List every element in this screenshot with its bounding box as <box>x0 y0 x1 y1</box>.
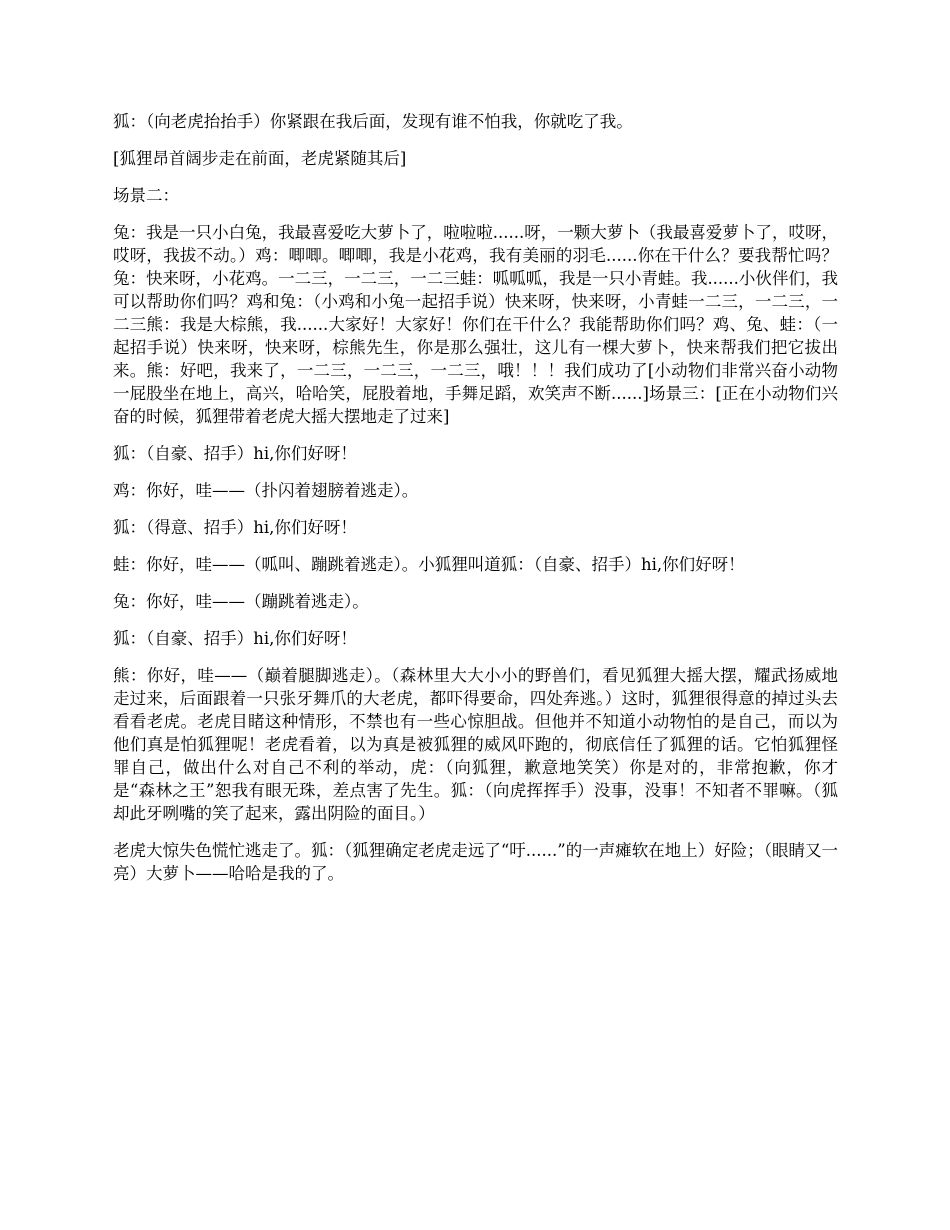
paragraph-7: 狐：（得意、招手）hi,你们好呀！ <box>113 518 357 537</box>
paragraph-5: 狐：（自豪、招手）hi,你们好呀！ <box>113 444 357 463</box>
paragraph-4: 兔：我是一只小白兔，我最喜爱吃大萝卜了，啦啦啦......呀，一颗大萝卜（我最喜爱萝卜了，哎呀，哎呀，我拔不动。）鸡：唧唧。唧唧，我是小花鸡，我有美丽的羽毛......你在干什么？要我帮忙吗？兔：快来呀，小花鸡。一二三，一二三，一二三蛙：呱呱呱，我是一只小青蛙。我......小伙伴们，我可以帮助你们吗？鸡和兔：（小鸡和小兔一起招手说）快来呀，快来呀，小青蛙一二三，一二三，一二三熊：我是大棕熊，我......大家好！大家好！你们在干什么？我能帮助你们吗？鸡、兔、蛙：（一起招手说）快来呀，快来呀，棕熊先生，你是那么强壮，这儿有一棵大萝卜，快来帮我们把它拔出来。熊：好吧，我来了，一二三，一二三，一二三，哦！！！我们成功了[小动物们非常兴奋小动物一屁股坐在地上，高兴，哈哈笑，屁股着地，手舞足蹈，欢笑声不断......]场景三：[正在小动物们兴奋的时候，狐狸带着老虎大摇大摆地走了过来] <box>113 223 838 426</box>
paragraph-6: 鸡：你好，哇——（扑闪着翅膀着逃走）。 <box>113 481 419 500</box>
document-page <box>113 110 838 899</box>
paragraph-2: [狐狸昂首阔步走在前面，老虎紧随其后] <box>113 149 407 168</box>
paragraph-12: 老虎大惊失色慌忙逃走了。狐：（狐狸确定老虎走远了“吁......”的一声瘫软在地上）好险；（眼睛又一亮）大萝卜——哈哈是我的了。 <box>113 841 838 883</box>
paragraph-3-scene-two-heading: 场景二： <box>113 186 179 205</box>
paragraph-8: 蛙：你好，哇——（呱叫、蹦跳着逃走）。小狐狸叫道狐：（自豪、招手）hi,你们好呀！ <box>113 555 745 574</box>
paragraph-11: 熊：你好，哇——（巅着腿脚逃走）。（森林里大大小小的野兽们，看见狐狸大摇大摆，耀武扬威地走过来，后面跟着一只张牙舞爪的大老虎，都吓得要命，四处奔逃。）这时，狐狸很得意的掉过头去看看老虎。老虎目睹这种情形，不禁也有一些心惊胆战。但他并不知道小动物怕的是自己，而以为他们真是怕狐狸呢！老虎看着，以为真是被狐狸的威风吓跑的，彻底信任了狐狸的话。它怕狐狸怪罪自己，做出什么对自己不利的举动，虎：（向狐狸，歉意地笑笑）你是对的，非常抱歉，你才是“森林之王”恕我有眼无珠，差点害了先生。狐：（向虎挥挥手）没事，没事！不知者不罪嘛。（狐却此牙咧嘴的笑了起来，露出阴险的面目。） <box>113 666 838 823</box>
paragraph-9: 兔：你好，哇——（蹦跳着逃走）。 <box>113 592 369 611</box>
paragraph-10: 狐：（自豪、招手）hi,你们好呀！ <box>113 629 357 648</box>
paragraph-1: 狐：（向老虎抬抬手）你紧跟在我后面，发现有谁不怕我，你就吃了我。 <box>113 112 633 131</box>
